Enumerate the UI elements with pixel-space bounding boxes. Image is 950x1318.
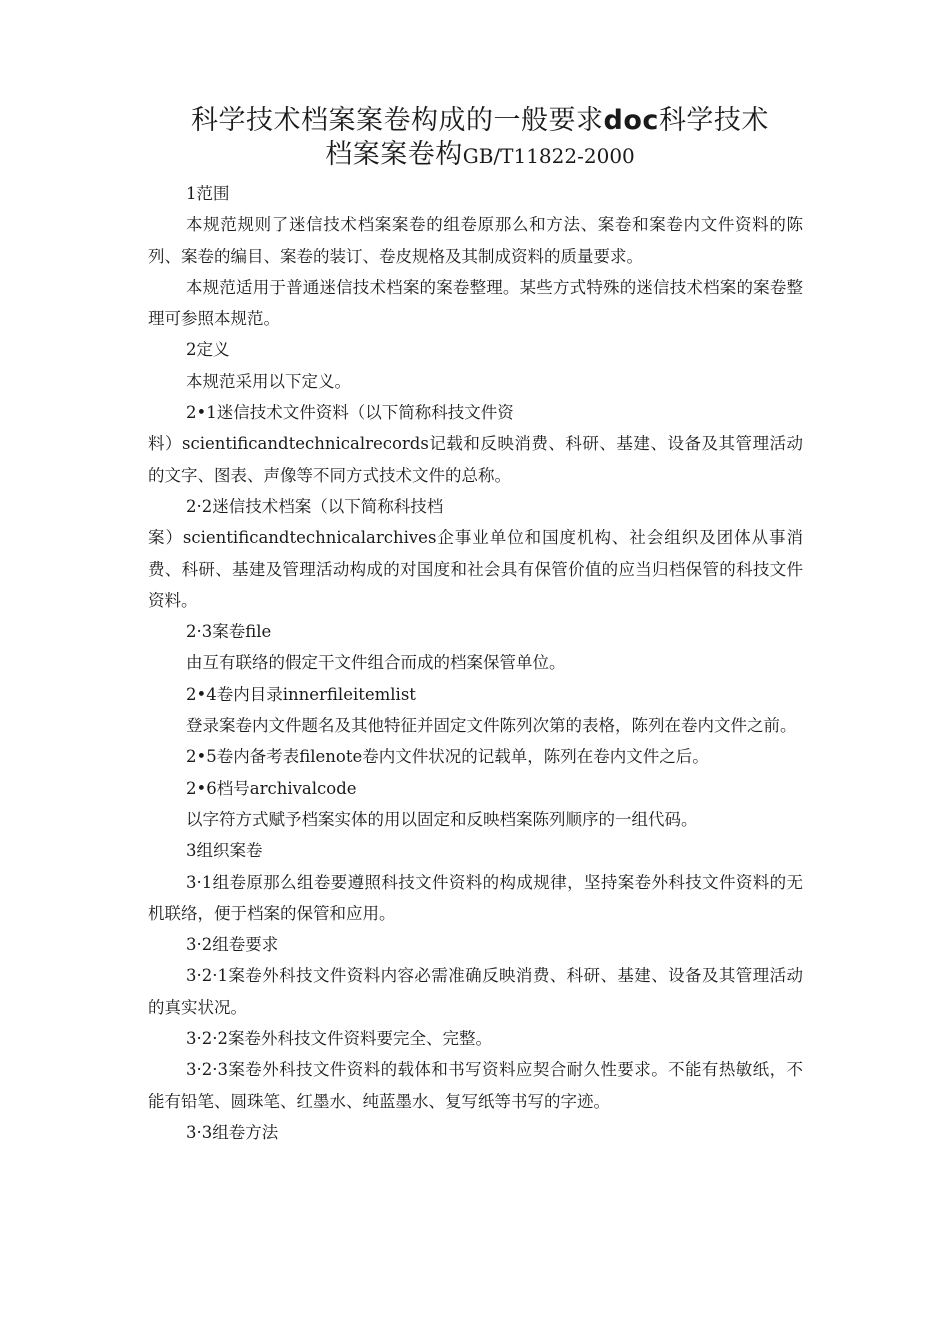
title-standard-code: GB/T11822-2000 <box>462 144 635 168</box>
paragraph: 2•1迷信技术文件资料（以下简称科技文件资 <box>186 403 514 423</box>
paragraph: 登录案卷内文件题名及其他特征并固定文件陈列次第的表格，陈列在卷内文件之前。 <box>186 716 797 736</box>
paragraph: 本规范采用以下定义。 <box>186 371 351 391</box>
document-title <box>150 104 810 173</box>
paragraph: 由互有联络的假定干文件组合而成的档案保管单位。 <box>186 653 566 673</box>
title-line-2 <box>150 138 810 173</box>
paragraph: 料）scientificandtechnicalrecords记载和反映消费、科研、基建、设备及其管理活动的文字、图表、声像等不同方式技术文件的总称。 <box>148 434 803 485</box>
paragraph: 3·3组卷方法 <box>186 1122 279 1142</box>
paragraph: 以字符方式赋予档案实体的用以固定和反映档案陈列顺序的一组代码。 <box>186 809 698 829</box>
paragraph: 3·2·3案卷外科技文件资料的载体和书写资料应契合耐久性要求。不能有热敏纸，不能有铅笔、圆珠笔、红墨水、纯蓝墨水、复写纸等书写的字迹。 <box>148 1060 803 1111</box>
paragraph: 2•6档号archivalcode <box>186 778 357 798</box>
paragraph: 3·2·1案卷外科技文件资料内容必需准确反映消费、科研、基建、设备及其管理活动的真实状况。 <box>148 966 803 1017</box>
paragraph: 3·2·2案卷外科技文件资料要完全、完整。 <box>186 1029 492 1049</box>
paragraph: 3·2组卷要求 <box>186 935 279 955</box>
paragraph: 本规范适用于普通迷信技术档案的案卷整理。某些方式特殊的迷信技术档案的案卷整理可参照本规范。 <box>148 277 803 329</box>
title-doc-suffix: doc <box>603 105 659 136</box>
title-line-1 <box>150 104 810 138</box>
title-line-2-text: 档案案卷构 <box>325 139 463 170</box>
document-body <box>148 178 803 1148</box>
paragraph: 2•4卷内目录innerfileitemlist <box>186 684 416 704</box>
paragraph: 3组织案卷 <box>186 841 263 861</box>
title-line-1-tail: 科学技术 <box>658 105 769 136</box>
paragraph: 2·3案卷file <box>186 622 272 642</box>
paragraph: 1范围 <box>186 184 230 203</box>
paragraph: 2·2迷信技术档案（以下简称科技档 <box>186 496 444 516</box>
title-main-text: 科学技术档案案卷构成的一般要求 <box>191 105 604 136</box>
paragraph: 2定义 <box>186 340 230 360</box>
paragraph: 2•5卷内备考表filenote卷内文件状况的记载单，陈列在卷内文件之后。 <box>186 747 709 767</box>
paragraph: 3·1组卷原那么组卷要遵照科技文件资料的构成规律，坚持案卷外科技文件资料的无机联络，便于档案的保管和应用。 <box>148 872 803 923</box>
paragraph: 本规范规则了迷信技术档案案卷的组卷原那么和方法、案卷和案卷内文件资料的陈列、案卷的编目、案卷的装订、卷皮规格及其制成资料的质量要求。 <box>148 215 803 266</box>
paragraph: 案）scientificandtechnicalarchives企事业单位和国度机构、社会组织及团体从事消费、科研、基建及管理活动构成的对国度和社会具有保管价值的应当归档保管的科技文件资料。 <box>148 528 803 610</box>
